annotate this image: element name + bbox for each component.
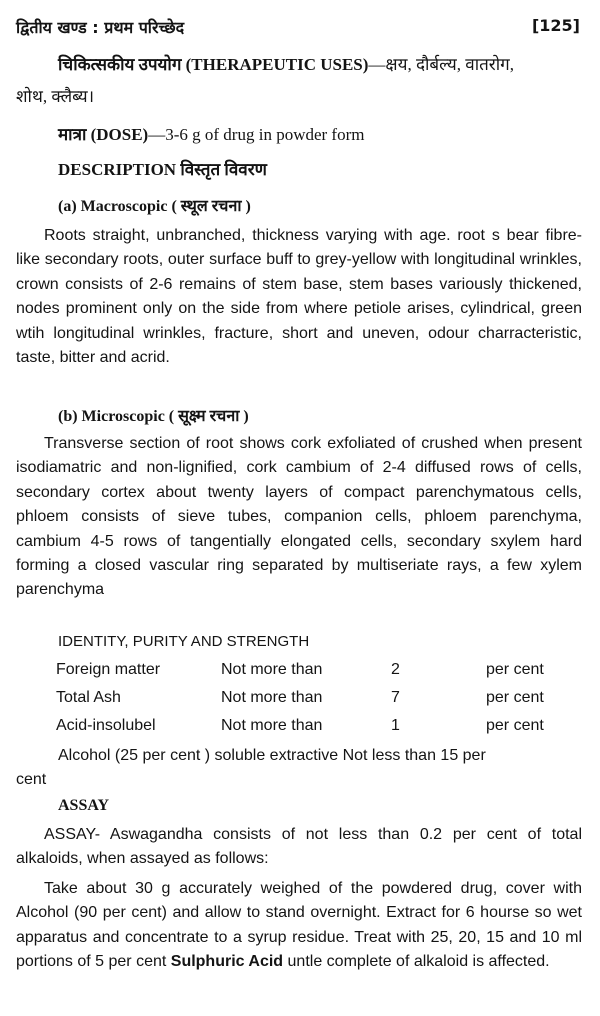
assay-text-start: Take about 30 g accurately weighed of the powdered drug, cover with Alcohol (90 per cent) and allow to stand overnight. Extract for 6 hourse so wet apparatus and concentrate to a syrup residue. Treat with 25, 20, 15 and 10 ml portions of 5 per cent: [16, 880, 582, 971]
therapeutic-uses-continuation: शोथ, क्लैब्य।: [16, 87, 95, 106]
identity-row: [56, 656, 596, 684]
identity-unit: per cent: [486, 689, 544, 706]
section-title: द्वितीय खण्ड : प्रथम परिच्छेद: [16, 18, 185, 37]
identity-name: Total Ash: [56, 689, 121, 706]
page-number: [125]: [531, 16, 580, 35]
identity-value: 2: [391, 661, 400, 678]
identity-unit: per cent: [486, 717, 544, 734]
identity-row: [56, 712, 596, 740]
identity-value: 1: [391, 717, 400, 734]
identity-name: Foreign matter: [56, 661, 161, 678]
therapeutic-uses-label: चिकित्सकीय उपयोग (THERAPEUTIC USES): [58, 55, 369, 74]
dose-label: मात्रा (DOSE): [58, 125, 149, 144]
dose-line: [58, 122, 586, 145]
therapeutic-uses-text: —क्षय, दौर्बल्य, वातरोग,: [368, 55, 514, 74]
identity-name: Acid-insolubel: [56, 717, 156, 734]
identity-limit: Not more than: [221, 661, 323, 678]
identity-table: [56, 656, 596, 740]
identity-limit: Not more than: [221, 717, 323, 734]
identity-heading: IDENTITY, PURITY AND STRENGTH: [58, 633, 310, 650]
microscopic-paragraph: Transverse section of root shows cork exfoliated of crushed when present isodiamatric and non-lignified, cork cambium of 2-4 diffused rows of cells, secondary cortex about twenty layers of compact parenchymatous cells, phloem consists of sieve tubes, companion cells, phloem parenchyma, cambium 4-5 rows of tangentially elongated cells, secondary sxylem hard forming a closed vascular ring separated by multiseriate rays, a few xylem parenchyma: [16, 435, 582, 599]
assay-reagent: Sulphuric Acid: [170, 953, 284, 971]
identity-unit: per cent: [486, 661, 544, 678]
macroscopic-paragraph: Roots straight, unbranched, thickness varying with age. root s bear fibre-like secondary roots, outer surface buff to grey-yellow with longitudinal wrinkles, crown consists of 2-6 remains of stem base, stem bases variously thickened, nodes prominent only on the side from where petiole arises, cylindrical, green wtih longitudinal wrinkles, fracture, short and uneven, odour charracteristic, taste, bitter and acrid.: [16, 227, 582, 367]
alcohol-extractive-line: Alcohol (25 per cent ) soluble extractive Not less than 15 per: [58, 747, 486, 764]
assay-paragraph-1: ASSAY- Aswagandha consists of not less than 0.2 per cent of total alkaloids, when assayed as follows:: [16, 826, 582, 868]
page-header: [14, 10, 586, 40]
therapeutic-uses-line: [58, 52, 586, 75]
dose-text: —3-6 g of drug in powder form: [148, 125, 365, 144]
macroscopic-heading: (a) Macroscopic ( स्थूल रचना ): [58, 198, 251, 215]
description-heading: DESCRIPTION विस्तृत विवरण: [58, 160, 267, 179]
identity-row: [56, 684, 596, 712]
identity-limit: Not more than: [221, 689, 323, 706]
microscopic-heading: (b) Microscopic ( सूक्ष्म रचना ): [58, 408, 249, 425]
alcohol-extractive-continuation: cent: [16, 771, 47, 788]
identity-value: 7: [391, 689, 400, 706]
assay-text-end: untle complete of alkaloid is affected.: [287, 953, 550, 971]
assay-heading: ASSAY: [58, 797, 109, 814]
assay-paragraph-2: [16, 877, 582, 975]
